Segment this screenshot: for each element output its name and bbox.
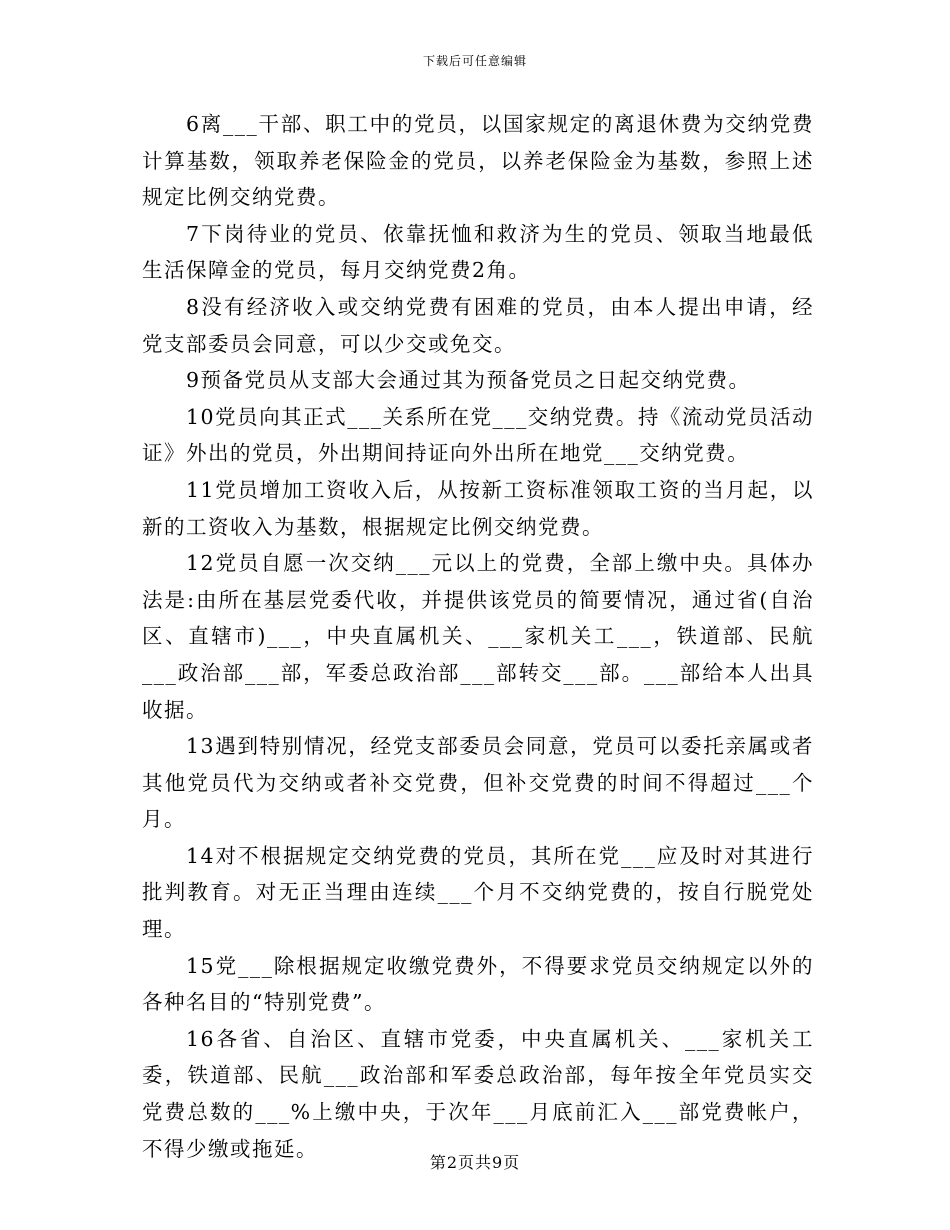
paragraph-16: 16各省、自治区、直辖市党委，中央直属机关、___家机关工委，铁道部、民航___政治部和军委总政治部，每年按全年党员实交党费总数的___%上缴中央，于次年___月底前汇入___部党费帐户，不得少缴或拖延。 — [142, 1026, 814, 1161]
paragraph-6: 6离___干部、职工中的党员，以国家规定的离退休费为交纳党费计算基数，领取养老保险金的党员，以养老保险金为基数，参照上述规定比例交纳党费。 — [142, 112, 814, 210]
paragraph-12: 12党员自愿一次交纳___元以上的党费，全部上缴中央。具体办法是:由所在基层党委代收，并提供该党员的简要情况，通过省(自治区、直辖市)___，中央直属机关、___家机关工___，铁道部、民航___政治部___部，军委总政治部___部转交___部。___部给本人出具收据。 — [142, 551, 814, 722]
paragraph-15: 15党___除根据规定收缴党费外，不得要求党员交纳规定以外的各种名目的“特别党费”。 — [142, 953, 814, 1015]
page-header-note: 下载后可任意编辑 — [422, 54, 527, 68]
paragraph-11: 11党员增加工资收入后，从按新工资标准领取工资的当月起，以新的工资收入为基数，根据规定比例交纳党费。 — [142, 477, 814, 539]
paragraph-7: 7下岗待业的党员、依靠抚恤和救济为生的党员、领取当地最低生活保障金的党员，每月交纳党费2角。 — [142, 221, 814, 283]
paragraph-9: 9预备党员从支部大会通过其为预备党员之日起交纳党费。 — [186, 368, 751, 393]
page-number: 第2页共9页 — [429, 1153, 521, 1172]
document-body — [142, 106, 814, 1167]
paragraph-13: 13遇到特别情况，经党支部委员会同意，党员可以委托亲属或者其他党员代为交纳或者补交党费，但补交党费的时间不得超过___个月。 — [142, 734, 814, 832]
paragraph-10: 10党员向其正式___关系所在党___交纳党费。持《流动党员活动证》外出的党员，外出期间持证向外出所在地党___交纳党费。 — [142, 404, 814, 466]
paragraph-14: 14对不根据规定交纳党费的党员，其所在党___应及时对其进行批判教育。对无正当理由连续___个月不交纳党费的，按自行脱党处理。 — [142, 843, 814, 942]
paragraph-8: 8没有经济收入或交纳党费有困难的党员，由本人提出申请，经党支部委员会同意，可以少交或免交。 — [142, 294, 814, 356]
